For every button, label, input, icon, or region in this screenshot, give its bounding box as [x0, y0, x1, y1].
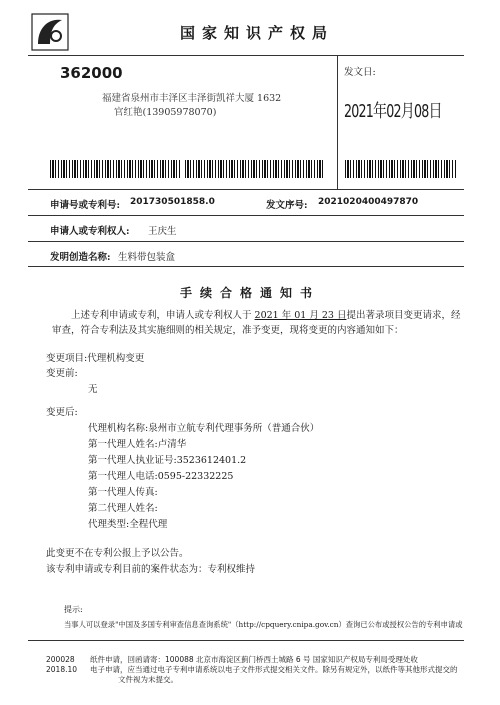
office-name: 国家知识产权局 [180, 24, 335, 42]
postcode: 362000 [60, 64, 123, 82]
after-line-agent1-phone: 第一代理人电话:0595-22332225 [88, 471, 234, 482]
recipient-address: 福建省泉州市丰泽区丰泽街凯祥大厦 1632 [102, 93, 282, 104]
fields-divider-1 [28, 215, 464, 216]
fields-top-divider [28, 189, 464, 190]
before-value: 无 [88, 384, 98, 395]
case-status: 该专利申请或专利目前的案件状态为：专利权维持 [46, 564, 256, 575]
before-label: 变更前: [46, 368, 78, 379]
barcode-mid [185, 160, 325, 178]
form-version: 2018.10 [46, 665, 78, 674]
applicant-label: 申请人或专利权人: [50, 226, 130, 237]
barcode-right [345, 160, 457, 178]
cnipa-logo-icon [30, 12, 70, 52]
notice-title: 手续合格通知书 [179, 286, 320, 300]
after-line-agency: 代理机构名称:泉州市立航专利代理事务所（普通合伙） [88, 423, 320, 434]
after-label: 变更后: [46, 407, 78, 418]
footer-line-1: 纸件申请，回函请寄：100088 北京市海淀区蓟门桥西土城路 6 号 国家知识产权局专利局受理处收 [90, 655, 418, 664]
serial-no: 2021020400497870 [318, 197, 419, 207]
barcode-left [50, 160, 180, 178]
applicant: 王庆生 [148, 226, 177, 237]
after-line-agent1-license: 第一代理人执业证号:3523612401.2 [88, 455, 247, 466]
serial-label: 发文序号: [266, 200, 308, 211]
after-line-agent1-name: 第一代理人姓名:卢清华 [88, 439, 187, 450]
hint-text: 当事人可以登录"中国及多国专利审查信息查询系统"（http://cpquery.cnipa.gov.cn）查询已公布或授权公告的专利申请或 [64, 620, 463, 629]
after-line-agent2-name: 第二代理人姓名: [88, 503, 158, 514]
invention-name: 生料带包装盒 [118, 252, 176, 263]
app-no: 201730501858.0 [130, 197, 215, 207]
dispatch-date: 2021年02月08日 [344, 101, 442, 122]
after-line-agency-type: 代理类型:全程代理 [88, 519, 168, 530]
footer-line-2: 电子申请，应当通过电子专利申请系统以电子文件形式提交相关文件。除另有规定外，以纸件等其他形式提交的 [90, 665, 458, 674]
header-divider [28, 55, 464, 56]
app-no-label: 申请号或专利号: [50, 200, 121, 211]
footer-divider [28, 640, 464, 641]
recipient-contact: 官红艳(13905978070) [114, 107, 217, 118]
vertical-divider [337, 56, 338, 189]
request-date: 2021 年 01 月 23 日 [254, 310, 347, 321]
change-item: 变更项目:代理机构变更 [46, 353, 145, 364]
dispatch-date-label: 发文日: [344, 67, 376, 78]
after-line-agent1-fax: 第一代理人传真: [88, 487, 158, 498]
invention-label: 发明创造名称: [50, 252, 111, 263]
form-code: 200028 [46, 655, 75, 664]
fields-divider-2 [28, 241, 464, 242]
footer-line-3: 文件视为未提交。 [118, 675, 178, 684]
fields-divider-3 [28, 266, 464, 267]
hint-label: 提示: [64, 605, 83, 614]
closing-note: 此变更不在专利公报上予以公告。 [46, 548, 189, 559]
notice-paragraph: 上述专利申请或专利，申请人或专利权人于 2021 年 01 月 23 日提出著录项目变更请求，经审查，符合专利法及其实施细则的相关规定，准予变更，现将变更的内容通知如下： [52, 310, 461, 336]
